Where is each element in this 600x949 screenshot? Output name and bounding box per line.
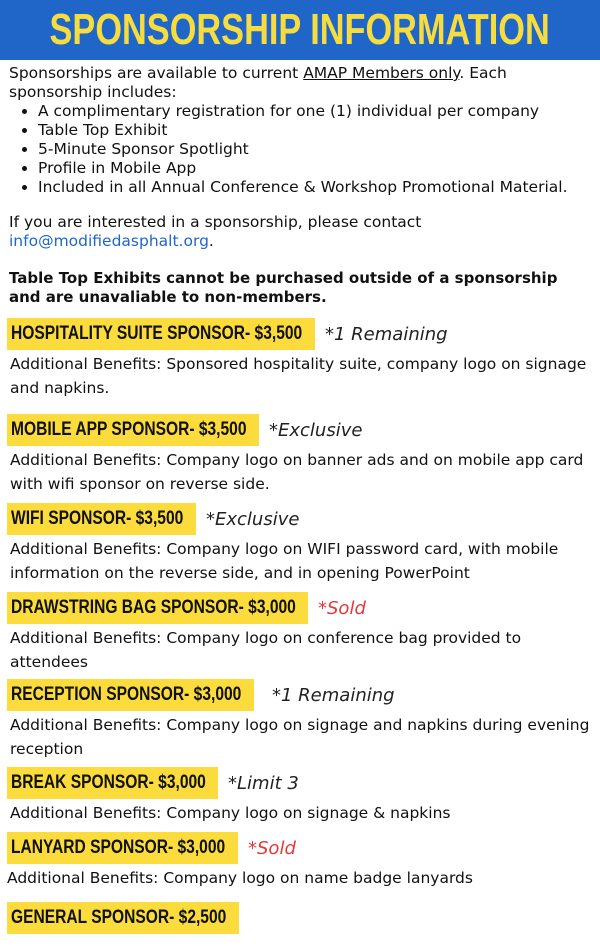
benefit-text: Company logo on signage and napkins during evening reception — [10, 716, 590, 758]
sponsor-break — [7, 767, 593, 825]
sponsor-benefits — [7, 866, 593, 890]
benefit-text: Sponsored hospitality suite, company logo on signage and napkins. — [10, 355, 587, 397]
benefit-label: Additional Benefits: — [10, 804, 162, 822]
sponsor-benefits — [7, 801, 593, 825]
benefit-text: Company logo on WIFI password card, with mobile information on the reverse side, and in opening PowerPoint — [10, 540, 559, 582]
sponsor-note: *1 Remaining — [325, 323, 448, 345]
sold-note: *Sold — [318, 597, 366, 619]
sponsor-title: RECEPTION SPONSOR- $3,000 — [7, 679, 254, 711]
contact-section — [9, 213, 594, 251]
intro-text — [9, 64, 594, 102]
contact-text: If you are interested in a sponsorship, please contact — [9, 213, 422, 231]
sponsor-hospitality — [7, 318, 593, 400]
benefit-label: Additional Benefits: — [10, 716, 162, 734]
sponsor-reception — [7, 679, 593, 761]
intro-text-pre: Sponsorships are available to current — [9, 64, 304, 82]
sponsor-note: *1 Remaining — [272, 684, 395, 706]
sponsor-benefits — [7, 537, 593, 585]
header-banner — [0, 0, 600, 60]
sold-note: *Sold — [248, 837, 296, 859]
members-only-link[interactable]: AMAP Members only — [303, 64, 460, 82]
list-item: • Profile in Mobile App — [38, 159, 594, 178]
sponsor-note: *Exclusive — [206, 508, 300, 530]
sponsor-title: LANYARD SPONSOR- $3,000 — [7, 832, 238, 864]
sponsor-drawstring-bag — [7, 592, 593, 674]
list-item: • Included in all Annual Conference & Workshop Promotional Material. — [38, 178, 594, 197]
sponsor-general — [7, 902, 593, 934]
notice-text: Table Top Exhibits cannot be purchased outside of a sponsorship and are unavaliable to non-members. — [9, 269, 558, 306]
sponsor-title: WIFI SPONSOR- $3,500 — [7, 503, 196, 535]
benefit-label: Additional Benefits: — [10, 355, 162, 373]
benefit-text: Company logo on signage & napkins — [166, 804, 451, 822]
benefit-text: Company logo on banner ads and on mobile app card with wifi sponsor on reverse side. — [10, 451, 584, 493]
intro-section — [9, 64, 594, 197]
benefit-label: Additional Benefits: — [10, 540, 162, 558]
benefit-text: Company logo on conference bag provided to attendees — [10, 629, 522, 671]
sponsor-title: HOSPITALITY SUITE SPONSOR- $3,500 — [7, 318, 315, 350]
list-item: • 5-Minute Sponsor Spotlight — [38, 140, 594, 159]
sponsor-title: MOBILE APP SPONSOR- $3,500 — [7, 414, 259, 446]
sponsor-benefits — [7, 713, 593, 761]
sponsor-title: DRAWSTRING BAG SPONSOR- $3,000 — [7, 592, 308, 624]
page-title: SPONSORSHIP INFORMATION — [49, 5, 551, 54]
sponsor-note: *Limit 3 — [228, 772, 299, 794]
included-benefits-list — [9, 102, 594, 197]
sponsor-wifi — [7, 503, 593, 585]
sponsor-title: GENERAL SPONSOR- $2,500 — [7, 902, 239, 934]
sponsor-benefits — [7, 626, 593, 674]
sponsor-note: *Exclusive — [269, 419, 363, 441]
list-item: • A complimentary registration for one (1) individual per company — [38, 102, 594, 121]
sponsor-title: BREAK SPONSOR- $3,000 — [7, 767, 218, 799]
sponsor-mobile-app — [7, 414, 593, 496]
contact-period: . — [208, 232, 214, 250]
intro-text-post: . Each sponsorship includes: — [9, 64, 507, 101]
list-item: • Table Top Exhibit — [38, 121, 594, 140]
benefit-label: Additional Benefits: — [10, 629, 162, 647]
email-link[interactable]: info@modifiedasphalt.org — [9, 232, 209, 250]
benefit-label: Additional Benefits: — [10, 451, 162, 469]
sponsor-lanyard — [7, 832, 593, 890]
sponsor-benefits — [7, 448, 593, 496]
benefit-label: Additional Benefits: — [7, 869, 159, 887]
benefit-text: Company logo on name badge lanyards — [163, 869, 473, 887]
sponsor-benefits — [7, 352, 593, 400]
